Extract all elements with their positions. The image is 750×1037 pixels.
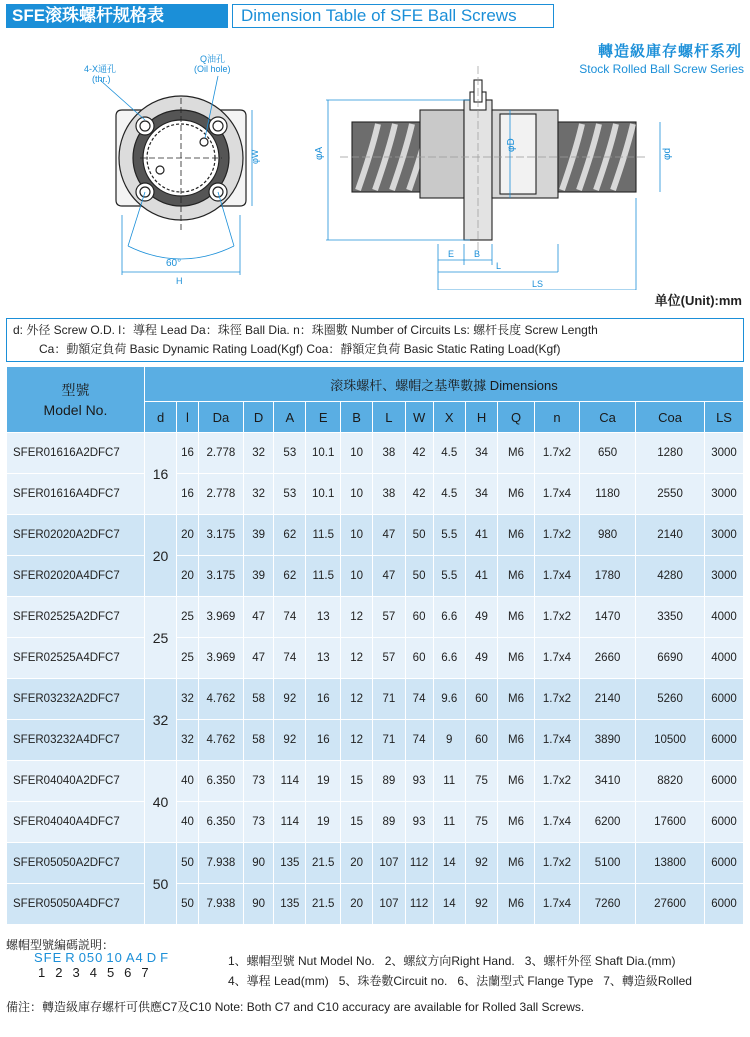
table-body [7,433,744,925]
cell-ca: 3890 [580,720,636,761]
nut-side-view [340,66,648,254]
cell-x: 9 [433,720,465,761]
cell-d: 73 [244,802,274,843]
label-e: E [448,249,455,259]
cell-h: 75 [465,802,497,843]
cell-l: 89 [373,802,405,843]
cell-n: 1.7x4 [534,884,579,925]
model-cell: SFER02525A2DFC7 [7,597,145,638]
cell-d: 90 [244,843,274,884]
cell-x: 14 [433,843,465,884]
cell-h: 41 [465,515,497,556]
cell-da: 2.778 [198,433,243,474]
cell-n: 1.7x4 [534,802,579,843]
group-diameter-cell: 50 [144,843,176,925]
cell-h: 60 [465,679,497,720]
cell-x: 4.5 [433,474,465,515]
cell-h: 75 [465,761,497,802]
cell-ls: 6000 [705,802,744,843]
label-angle: 60° [166,258,182,269]
cell-coa: 1280 [636,433,705,474]
cell-l: 20 [177,515,199,556]
cell-ls: 6000 [705,679,744,720]
cell-l: 57 [373,638,405,679]
title-cn: SFE滚珠螺杆规格表 [6,4,228,28]
cell-q: M6 [498,433,535,474]
cell-w: 50 [405,515,433,556]
cell-l: 50 [177,843,199,884]
cell-l: 25 [177,638,199,679]
code-number: 6 [124,965,132,980]
cell-coa: 13800 [636,843,705,884]
table-row [7,679,744,720]
column-header-d: d [144,402,176,433]
cell-w: 42 [405,433,433,474]
model-cell: SFER05050A4DFC7 [7,884,145,925]
model-header-cn: 型號 [61,381,90,398]
unit-label: 单位(Unit):mm [654,293,742,308]
cell-ls: 3000 [705,433,744,474]
cell-l: 25 [177,597,199,638]
technical-drawing [0,40,750,290]
cell-a: 92 [274,679,306,720]
cell-da: 3.969 [198,638,243,679]
cell-l: 40 [177,761,199,802]
column-header-da: Da [198,402,243,433]
code-part: SFE [34,950,63,965]
cell-ls: 3000 [705,474,744,515]
cell-w: 50 [405,556,433,597]
code-part: D [146,950,158,965]
code-description-item: 2、螺紋方向Right Hand. [384,954,515,968]
table-row [7,556,744,597]
cell-n: 1.7x2 [534,597,579,638]
cell-h: 60 [465,720,497,761]
cell-x: 14 [433,884,465,925]
cell-b: 10 [340,515,372,556]
model-cell: SFER01616A2DFC7 [7,433,145,474]
cell-a: 74 [274,638,306,679]
table-row [7,884,744,925]
oil-hole-cn: Q油孔 [200,54,226,64]
cell-q: M6 [498,556,535,597]
cell-x: 6.6 [433,638,465,679]
cell-a: 74 [274,597,306,638]
cell-ls: 6000 [705,720,744,761]
cell-ls: 6000 [705,884,744,925]
cell-coa: 6690 [636,638,705,679]
cell-e: 10.1 [306,474,340,515]
table-row [7,638,744,679]
cell-ca: 980 [580,515,636,556]
cell-w: 112 [405,843,433,884]
cell-b: 20 [340,843,372,884]
cell-b: 12 [340,638,372,679]
code-description-item: 1、螺帽型號 Nut Model No. [228,954,375,968]
cell-l: 38 [373,474,405,515]
label-w: φW [250,149,260,164]
cell-q: M6 [498,474,535,515]
cell-w: 93 [405,761,433,802]
cell-d: 90 [244,884,274,925]
cell-q: M6 [498,679,535,720]
cell-a: 62 [274,556,306,597]
code-part: F [160,950,170,965]
cell-h: 34 [465,474,497,515]
cell-e: 13 [306,597,340,638]
cell-ls: 4000 [705,638,744,679]
code-number: 1 [38,965,46,980]
cell-x: 9.6 [433,679,465,720]
cell-l: 50 [177,884,199,925]
title-en: Dimension Table of SFE Ball Screws [232,4,554,28]
cell-e: 16 [306,679,340,720]
cell-e: 21.5 [306,843,340,884]
cell-w: 60 [405,597,433,638]
model-cell: SFER04040A4DFC7 [7,802,145,843]
code-part: 050 [78,950,104,965]
cell-q: M6 [498,720,535,761]
cell-a: 135 [274,884,306,925]
cell-w: 112 [405,884,433,925]
cell-l: 57 [373,597,405,638]
column-header-d: D [244,402,274,433]
cell-ca: 7260 [580,884,636,925]
cell-da: 3.175 [198,556,243,597]
code-number: 4 [89,965,97,980]
cell-da: 4.762 [198,720,243,761]
cell-b: 12 [340,679,372,720]
cell-a: 53 [274,433,306,474]
table-row [7,433,744,474]
cell-e: 21.5 [306,884,340,925]
cell-e: 13 [306,638,340,679]
column-header-a: A [274,402,306,433]
cell-q: M6 [498,638,535,679]
cell-n: 1.7x2 [534,679,579,720]
cell-coa: 3350 [636,597,705,638]
table-row [7,597,744,638]
cell-da: 6.350 [198,761,243,802]
code-numbers [38,965,159,980]
cell-d: 47 [244,638,274,679]
cell-l: 16 [177,474,199,515]
cell-a: 53 [274,474,306,515]
label-l: L [496,261,502,271]
cell-e: 19 [306,761,340,802]
code-description-item: 3、螺杆外徑 Shaft Dia.(mm) [524,954,676,968]
cell-coa: 2550 [636,474,705,515]
cell-coa: 10500 [636,720,705,761]
code-title: 螺帽型號編碼説明： [6,938,115,952]
column-header-l: l [177,402,199,433]
column-header-ca: Ca [580,402,636,433]
table-row [7,843,744,884]
cell-h: 49 [465,638,497,679]
code-description-item: 4、導程 Lead(mm) [228,974,329,988]
label-h: H [176,276,183,286]
code-description-item: 5、珠卷數Circuit no. [338,974,448,988]
legend-line-2: Ca：動額定負荷 Basic Dynamic Rating Load(Kgf) Coa：靜額定負荷 Basic Static Rating Load(Kgf) [39,342,561,356]
table-row [7,515,744,556]
code-description-line-1 [228,952,685,969]
group-diameter-cell: 40 [144,761,176,843]
cell-q: M6 [498,597,535,638]
cell-n: 1.7x4 [534,474,579,515]
model-cell: SFER02020A2DFC7 [7,515,145,556]
cell-b: 15 [340,761,372,802]
cell-q: M6 [498,884,535,925]
cell-e: 11.5 [306,515,340,556]
cell-d: 32 [244,474,274,515]
cell-l: 89 [373,761,405,802]
cell-da: 4.762 [198,679,243,720]
cell-ls: 3000 [705,515,744,556]
cell-da: 7.938 [198,884,243,925]
label-ls: LS [532,279,544,289]
model-cell: SFER05050A2DFC7 [7,843,145,884]
cell-h: 34 [465,433,497,474]
cell-e: 19 [306,802,340,843]
cell-w: 93 [405,802,433,843]
cell-x: 6.6 [433,597,465,638]
code-part: A4 [125,950,144,965]
cell-w: 60 [405,638,433,679]
code-description-item: 6、法蘭型式 Flange Type [457,974,594,988]
note: 備注：轉造級庫存螺杆可供應C7及C10 Note: Both C7 and C10 accuracy are available for Rolled 3all Screws. [6,1000,585,1014]
cell-b: 10 [340,556,372,597]
oil-hole-en: (Oil hole) [194,64,231,74]
column-header-w: W [405,402,433,433]
label-d-nut: φD [506,138,517,152]
thru-hole-cn: 4-X通孔 [84,64,117,74]
cell-w: 74 [405,720,433,761]
cell-l: 47 [373,556,405,597]
cell-b: 15 [340,802,372,843]
cell-b: 10 [340,474,372,515]
cell-q: M6 [498,843,535,884]
cell-d: 39 [244,515,274,556]
column-header-ls: LS [705,402,744,433]
cell-l: 32 [177,679,199,720]
cell-l: 20 [177,556,199,597]
cell-coa: 2140 [636,515,705,556]
group-diameter-cell: 20 [144,515,176,597]
code-number: 2 [55,965,63,980]
label-b: B [474,249,481,259]
thru-hole-en: (thr.) [92,74,111,84]
cell-q: M6 [498,802,535,843]
cell-ls: 3000 [705,556,744,597]
cell-n: 1.7x4 [534,720,579,761]
cell-h: 41 [465,556,497,597]
cell-b: 20 [340,884,372,925]
table-row [7,761,744,802]
model-header-en: Model No. [43,401,108,418]
model-cell: SFER03232A4DFC7 [7,720,145,761]
cell-e: 10.1 [306,433,340,474]
cell-d: 47 [244,597,274,638]
group-diameter-cell: 32 [144,679,176,761]
cell-b: 12 [340,720,372,761]
cell-w: 74 [405,679,433,720]
cell-ca: 1780 [580,556,636,597]
cell-l: 71 [373,679,405,720]
column-header-h: H [465,402,497,433]
cell-d: 73 [244,761,274,802]
cell-l: 71 [373,720,405,761]
cell-d: 58 [244,679,274,720]
cell-h: 49 [465,597,497,638]
cell-q: M6 [498,515,535,556]
column-header-q: Q [498,402,535,433]
nut-front-view [116,96,246,230]
code-number: 7 [141,965,149,980]
cell-ls: 6000 [705,843,744,884]
cell-h: 92 [465,843,497,884]
cell-a: 114 [274,761,306,802]
cell-x: 11 [433,761,465,802]
legend-line-1: d: 外径 Screw O.D. l：導程 Lead Da：珠徑 Ball Dia. n：珠圈數 Number of Circuits Ls: 螺杆長度 Screw Length [13,323,598,337]
cell-n: 1.7x2 [534,515,579,556]
cell-n: 1.7x4 [534,556,579,597]
cell-ca: 5100 [580,843,636,884]
cell-b: 12 [340,597,372,638]
legend-box [6,318,744,362]
model-cell: SFER04040A2DFC7 [7,761,145,802]
cell-ca: 2660 [580,638,636,679]
cell-d: 32 [244,433,274,474]
model-cell: SFER01616A4DFC7 [7,474,145,515]
model-header [7,367,145,433]
cell-a: 62 [274,515,306,556]
cell-h: 92 [465,884,497,925]
column-header-n: n [534,402,579,433]
cell-l: 107 [373,843,405,884]
cell-coa: 17600 [636,802,705,843]
cell-l: 16 [177,433,199,474]
cell-da: 3.175 [198,515,243,556]
spec-table [6,366,744,925]
cell-ca: 6200 [580,802,636,843]
cell-ca: 650 [580,433,636,474]
column-header-b: B [340,402,372,433]
cell-ca: 3410 [580,761,636,802]
cell-n: 1.7x2 [534,433,579,474]
cell-l: 47 [373,515,405,556]
cell-da: 6.350 [198,802,243,843]
stock-series-en: Stock Rolled Ball Screw Series [579,62,744,76]
cell-ca: 1470 [580,597,636,638]
code-string [34,950,172,965]
column-header-e: E [306,402,340,433]
cell-ca: 2140 [580,679,636,720]
cell-coa: 5260 [636,679,705,720]
cell-coa: 4280 [636,556,705,597]
column-header-coa: Coa [636,402,705,433]
label-a: φA [314,146,325,160]
cell-x: 5.5 [433,515,465,556]
model-cell: SFER02525A4DFC7 [7,638,145,679]
group-diameter-cell: 25 [144,597,176,679]
cell-l: 38 [373,433,405,474]
cell-x: 4.5 [433,433,465,474]
cell-l: 32 [177,720,199,761]
stock-series-cn: 轉造級庫存螺杆系列 [597,43,742,60]
code-number: 3 [72,965,80,980]
cell-x: 5.5 [433,556,465,597]
cell-a: 135 [274,843,306,884]
cell-w: 42 [405,474,433,515]
cell-n: 1.7x2 [534,761,579,802]
cell-ls: 6000 [705,761,744,802]
cell-da: 2.778 [198,474,243,515]
code-description-line-2 [228,972,702,989]
cell-n: 1.7x4 [534,638,579,679]
cell-d: 39 [244,556,274,597]
table-row [7,802,744,843]
dimensions-header: 滚珠螺杆、螺帽之基準數據 Dimensions [144,367,743,402]
model-cell: SFER03232A2DFC7 [7,679,145,720]
cell-coa: 8820 [636,761,705,802]
cell-da: 7.938 [198,843,243,884]
cell-e: 16 [306,720,340,761]
cell-da: 3.969 [198,597,243,638]
header [0,0,750,30]
column-header-x: X [433,402,465,433]
label-d-shaft: φd [662,147,673,160]
cell-a: 92 [274,720,306,761]
cell-x: 11 [433,802,465,843]
cell-ca: 1180 [580,474,636,515]
group-diameter-cell: 16 [144,433,176,515]
cell-n: 1.7x2 [534,843,579,884]
table-row [7,720,744,761]
code-number: 5 [106,965,115,980]
cell-d: 58 [244,720,274,761]
cell-l: 107 [373,884,405,925]
column-header-l: L [373,402,405,433]
cell-q: M6 [498,761,535,802]
cell-l: 40 [177,802,199,843]
model-cell: SFER02020A4DFC7 [7,556,145,597]
cell-b: 10 [340,433,372,474]
table-row [7,474,744,515]
code-description-item: 7、轉造級Rolled [603,974,692,988]
code-part: 10 [106,950,123,965]
cell-a: 114 [274,802,306,843]
cell-e: 11.5 [306,556,340,597]
cell-ls: 4000 [705,597,744,638]
code-part: R [65,950,76,965]
cell-coa: 27600 [636,884,705,925]
